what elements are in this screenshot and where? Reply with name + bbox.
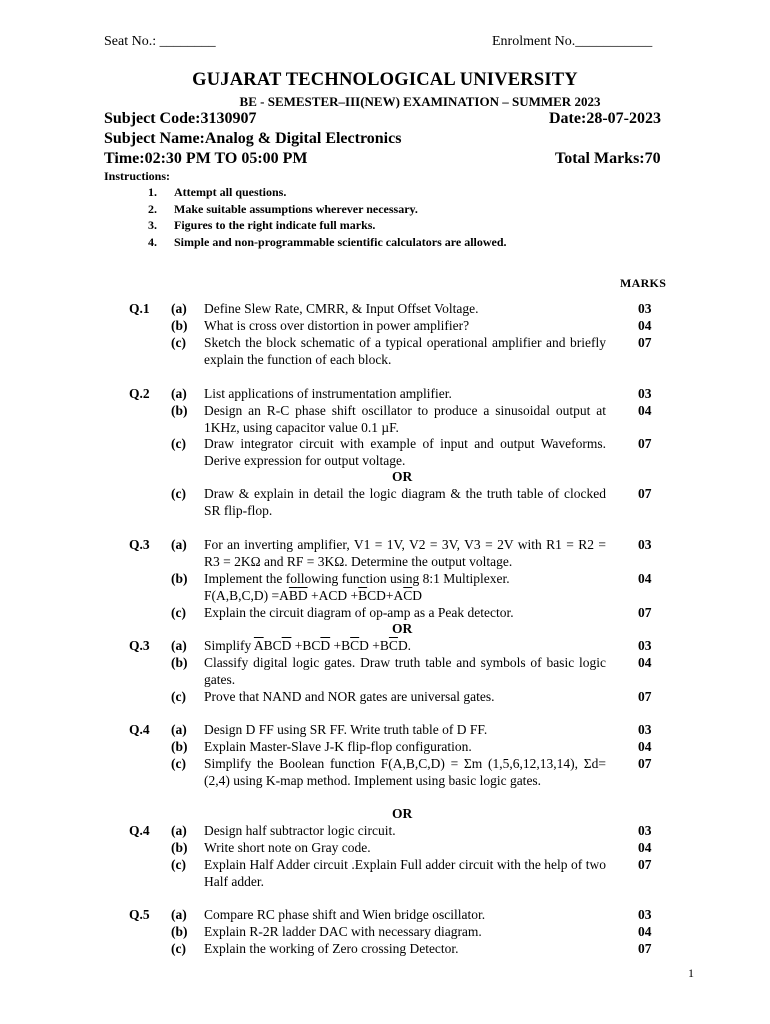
marks-value: 04 [638,403,652,418]
question-text: What is cross over distortion in power amplifier? [204,318,470,333]
question-text: Define Slew Rate, CMRR, & Input Offset Voltage. [204,301,479,316]
part-label: (b) [171,924,188,939]
part-label: (c) [171,335,186,350]
marks-value: 07 [638,941,652,956]
part-label: (b) [171,318,188,333]
question-text: Explain the circuit diagram of op-amp as a Peak detector. [204,605,514,620]
question-text: Explain the working of Zero crossing Detector. [204,941,459,956]
boolean-function: $F(A,B,C,D) =A\overline{B}\overline{D} +ACD +\overline{B}CD+A\overline{C}D$ [204,588,423,603]
question-text: For an inverting amplifier, V1 = 1V, V2 = 3V, V3 = 2V with R1 = R2 = R3 = 2KΩ and RF = 3KΩ. Determine the output voltage. [204,537,606,569]
question-text: Prove that NAND and NOR gates are universal gates. [204,689,495,704]
question-label: Q.4 [129,823,150,838]
instructions-title: Instructions: [104,169,171,183]
instruction-item: 1. Attempt all questions. [148,185,287,199]
marks-value: 03 [638,386,652,401]
marks-column-header: MARKS [620,276,667,290]
seat-number: Seat No.: ________ [104,34,216,49]
part-label: (a) [171,537,187,552]
enrolment-number: Enrolment No.___________ [492,34,653,49]
marks-value: 04 [638,571,652,586]
marks-value: 04 [638,655,652,670]
part-label: (c) [171,436,186,451]
part-label: (b) [171,655,188,670]
or-separator: OR [392,469,413,484]
part-label: (b) [171,840,188,855]
question-text: Explain R-2R ladder DAC with necessary diagram. [204,924,482,939]
question-text: Explain Half Adder circuit .Explain Full adder circuit with the help of two Half adder. [204,857,606,889]
exam-time: Time:02:30 PM TO 05:00 PM [104,150,308,167]
part-label: (a) [171,386,187,401]
question-text: Design half subtractor logic circuit. [204,823,396,838]
question-text: Draw integrator circuit with example of input and output Waveforms. Derive expression for output voltage. [204,436,606,468]
part-label: (a) [171,907,187,922]
part-label: (c) [171,605,186,620]
question-text: Sketch the block schematic of a typical operational amplifier and briefly explain the function of each block. [204,335,606,367]
marks-value: 07 [638,486,652,501]
part-label: (a) [171,638,187,653]
marks-value: 04 [638,318,652,333]
question-text: Design an R-C phase shift oscillator to produce a sinusoidal output at 1KHz, using capacitor value 0.1 µF. [204,403,606,435]
instruction-item: 4. Simple and non-programmable scientific calculators are allowed. [148,234,507,249]
instruction-item: 3. Figures to the right indicate full marks. [148,218,376,232]
marks-value: 03 [638,537,652,552]
subject-name: Subject Name:Analog & Digital Electronics [104,130,402,147]
marks-value: 07 [638,335,652,350]
part-label: (c) [171,486,186,501]
marks-value: 07 [638,756,652,771]
part-label: (a) [171,301,187,316]
part-label: (b) [171,403,188,418]
marks-value: 04 [638,924,652,939]
question-label: Q.2 [129,386,150,401]
part-label: (b) [171,571,188,586]
question-text: Implement the following function using 8:1 Multiplexer. [204,571,510,586]
question-text: Explain Master-Slave J-K flip-flop configuration. [204,739,472,754]
subject-code: Subject Code:3130907 [104,110,257,127]
marks-value: 03 [638,301,652,316]
question-text: Classify digital logic gates. Draw truth table and symbols of basic logic gates. [204,655,606,687]
marks-value: 07 [638,605,652,620]
exam-title: BE - SEMESTER–III(NEW) EXAMINATION – SUMMER 2023 [239,94,601,109]
question-text: Compare RC phase shift and Wien bridge oscillator. [204,907,486,922]
marks-value: 03 [638,638,652,653]
marks-value: 04 [638,840,652,855]
question-text: List applications of instrumentation amplifier. [204,386,452,401]
question-label: Q.1 [129,301,150,316]
boolean-expression: Simplify $\overline{A}BC\overline{D} +BC\overline{D} +B\overline{C}D +B\overline{C}D$. [204,638,412,653]
marks-value: 04 [638,739,652,754]
question-text: Draw & explain in detail the logic diagram & the truth table of clocked SR flip-flop. [204,486,606,518]
question-text: Write short note on Gray code. [204,840,371,855]
marks-value: 07 [638,689,652,704]
instructions-list [148,184,507,250]
exam-date: Date:28-07-2023 [549,110,661,127]
total-marks: Total Marks:70 [555,150,661,167]
marks-value: 07 [638,436,652,451]
question-label: Q.5 [129,907,150,922]
marks-value: 03 [638,907,652,922]
or-separator: OR [392,621,413,636]
question-label: Q.4 [129,722,150,737]
part-label: (c) [171,689,186,704]
part-label: (c) [171,941,186,956]
part-label: (a) [171,823,187,838]
part-label: (c) [171,857,186,872]
part-label: (c) [171,756,186,771]
or-separator: OR [392,806,413,821]
page-number: 1 [688,966,694,980]
question-text: Simplify the Boolean function F(A,B,C,D) = Σm (1,5,6,12,13,14), Σd=(2,4) using K-map method. Implement using basic logic gates. [204,756,606,788]
question-text: Design D FF using SR FF. Write truth table of D FF. [204,722,488,737]
part-label: (a) [171,722,187,737]
instruction-item: 2. Make suitable assumptions wherever necessary. [148,201,418,216]
marks-value: 03 [638,823,652,838]
marks-value: 03 [638,722,652,737]
part-label: (b) [171,739,188,754]
university-title: GUJARAT TECHNOLOGICAL UNIVERSITY [192,70,578,90]
marks-value: 07 [638,857,652,872]
question-label: Q.3 [129,537,150,552]
question-label: Q.3 [129,638,150,653]
